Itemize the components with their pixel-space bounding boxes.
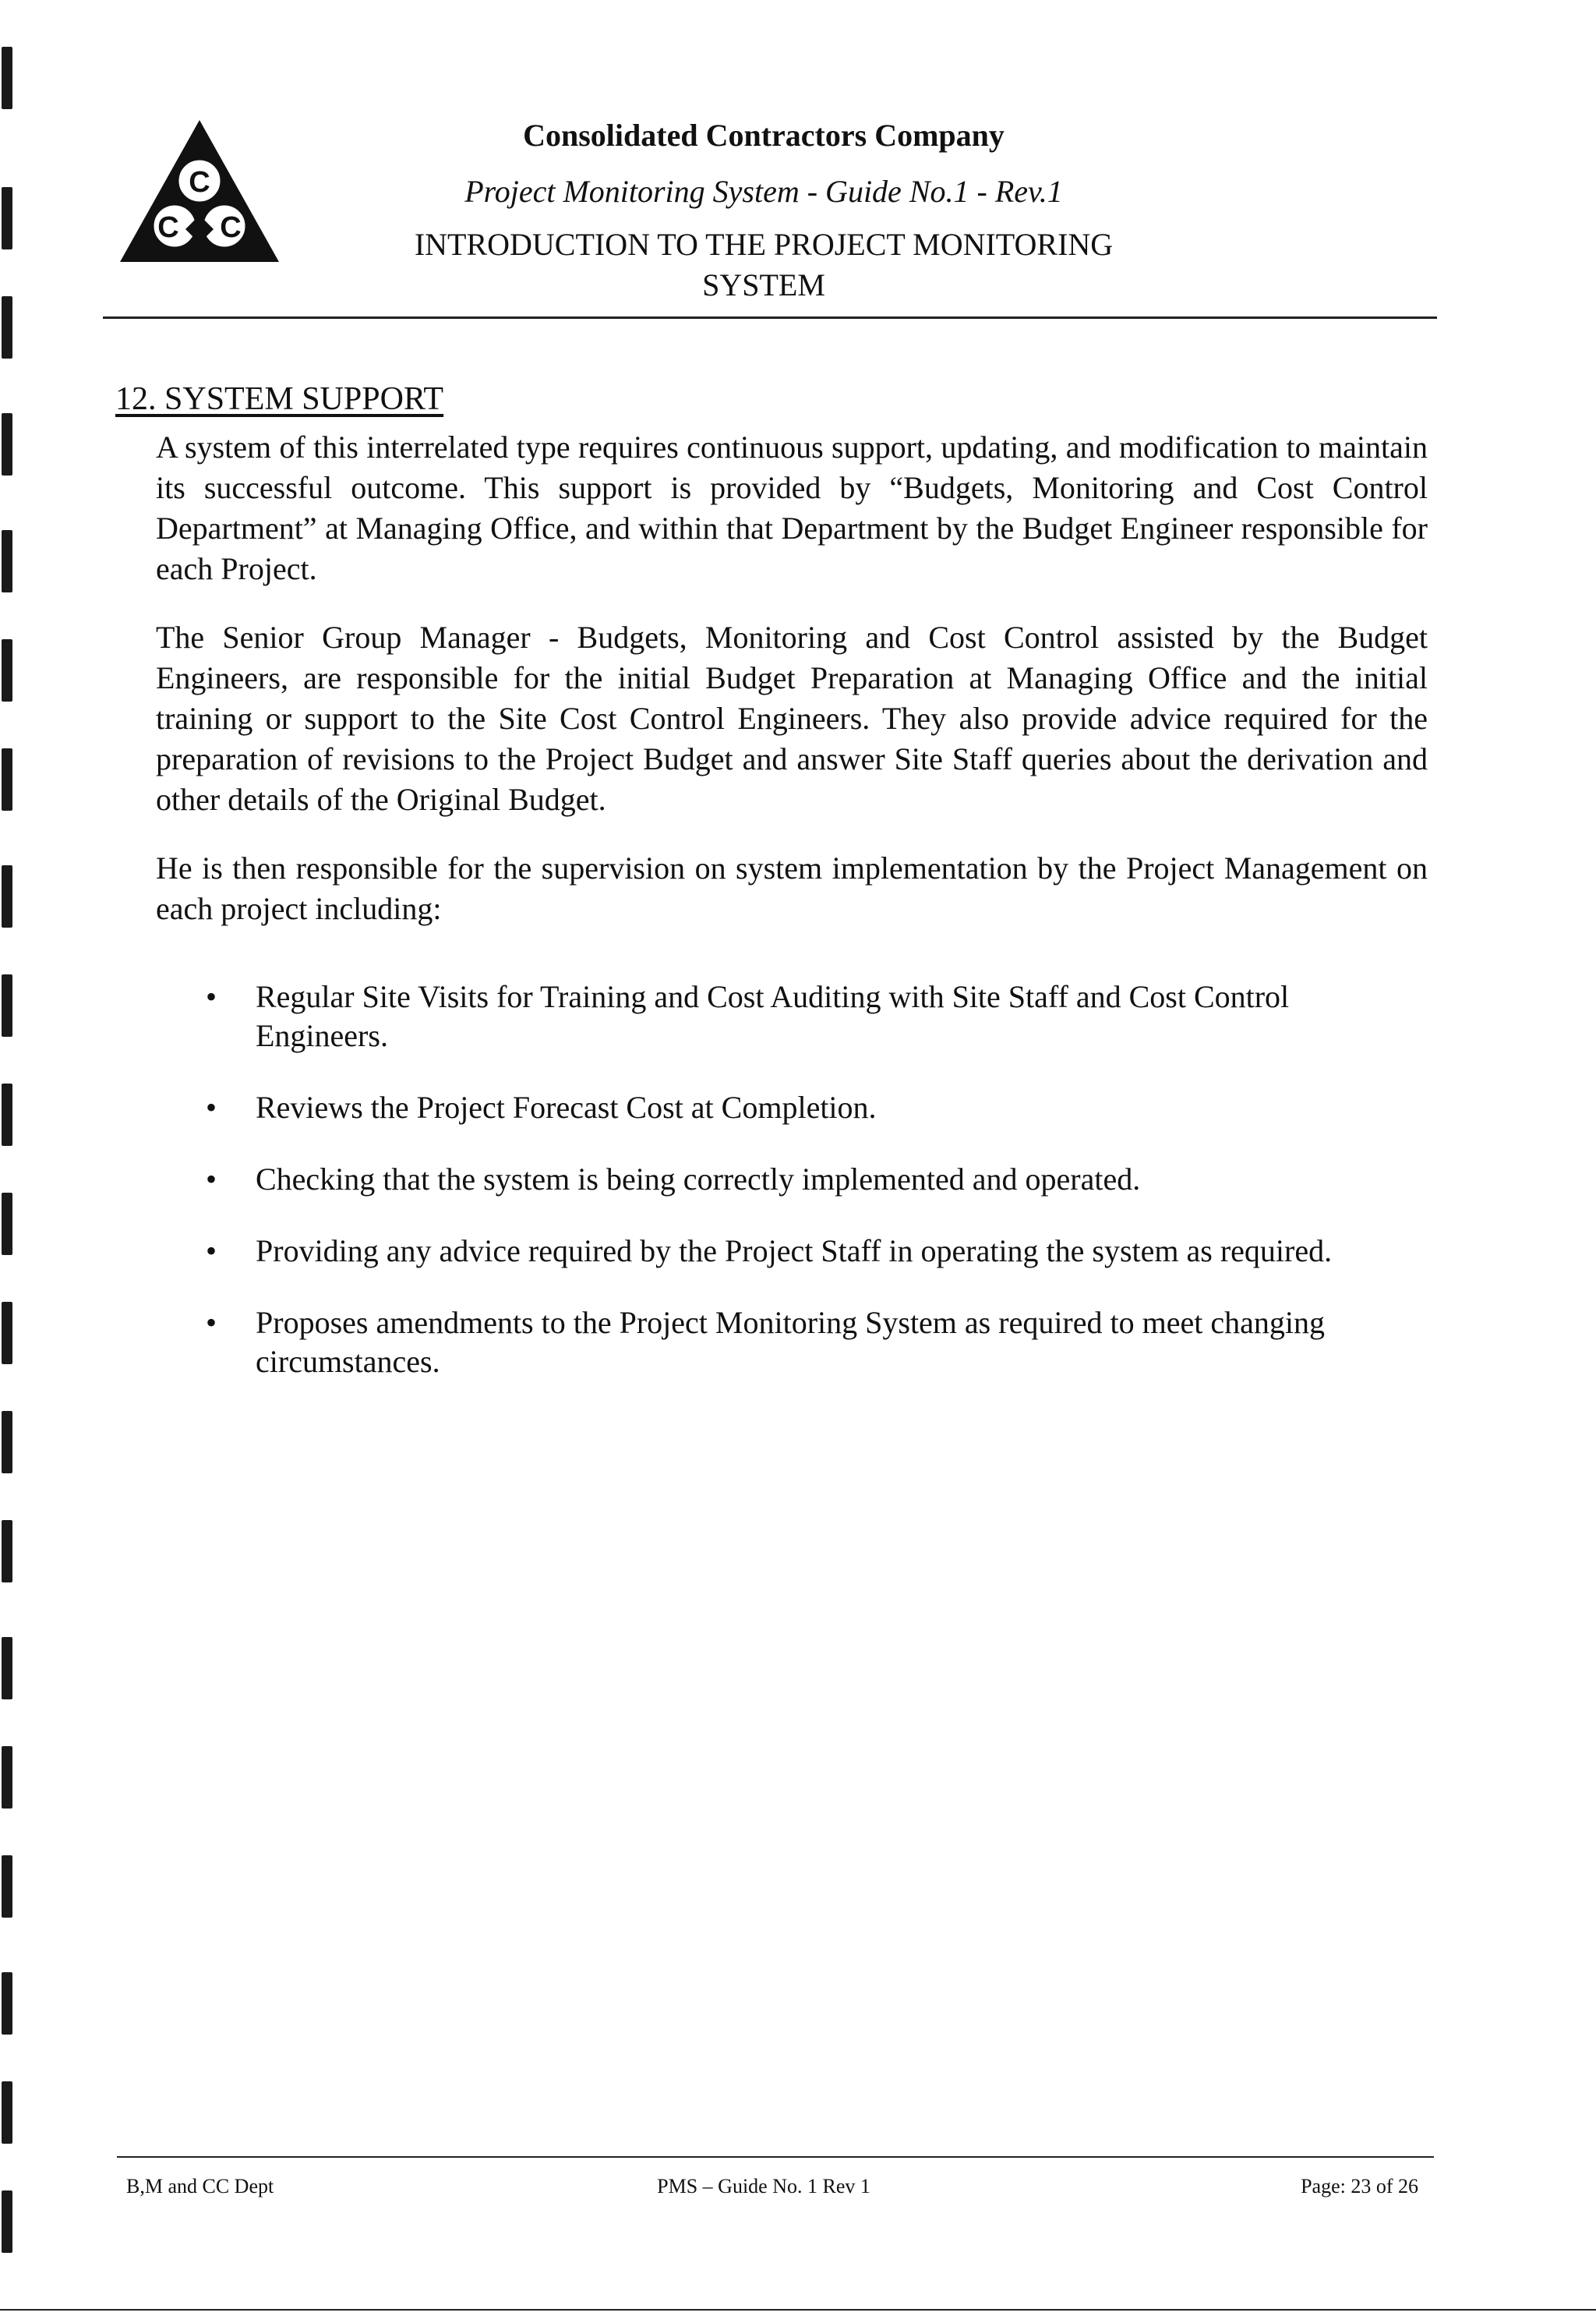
logo-letter: C [189,166,210,199]
binder-hole [2,1855,12,1918]
paragraph: He is then responsible for the supervision on system implementation by the Project Management on each project including: [156,850,1428,926]
list-item-text: Providing any advice required by the Project Staff in operating the system as required. [256,1233,1333,1268]
binder-hole [2,2190,12,2253]
binder-hole [2,748,12,811]
bullet-marker: • [206,979,217,1014]
bullet-marker: • [206,1233,217,1268]
binder-hole [2,413,12,476]
bullet-marker: • [206,1090,217,1125]
section-heading: 12. SYSTEM SUPPORT [115,381,444,417]
binder-hole [2,187,12,249]
list-item [156,1088,1428,1127]
binder-hole [2,296,12,359]
binder-hole [2,47,12,109]
binder-edge [0,0,23,2323]
list-item-text: Proposes amendments to the Project Monitoring System as required to meet changing circumstances. [256,1305,1325,1379]
footer-department: B,M and CC Dept [126,2175,274,2197]
binder-hole [2,1302,12,1364]
document-subtitle: Project Monitoring System - Guide No.1 - Rev.1 [464,174,1063,209]
list-item [156,1232,1428,1271]
paragraph: A system of this interrelated type requires continuous support, updating, and modification to maintain its successful outcome. This support is provided by “Budgets, Monitoring and Cost Control Department” at Managing Office, and within that Department by the Budget Engineer responsible for each Project. [156,430,1428,586]
binder-hole [2,1193,12,1255]
binder-hole [2,2081,12,2144]
bullet-list [156,978,1428,1414]
company-name: Consolidated Contractors Company [523,118,1005,153]
binder-hole [2,1972,12,2035]
bullet-marker: • [206,1162,217,1197]
list-item-text: Reviews the Project Forecast Cost at Completion. [256,1090,877,1125]
footer-document-id: PMS – Guide No. 1 Rev 1 [657,2175,870,2197]
document-title-line: SYSTEM [702,267,825,302]
page-bottom-edge [0,2309,1596,2311]
list-item [156,1160,1428,1199]
binder-hole [2,1520,12,1582]
document-title-line: INTRODUCTION TO THE PROJECT MONITORING [414,227,1114,262]
list-item [156,1303,1428,1381]
list-item-text: Checking that the system is being correctly implemented and operated. [256,1162,1141,1197]
logo-letter: C [157,211,179,244]
binder-hole [2,974,12,1037]
binder-hole [2,1084,12,1146]
binder-hole [2,1746,12,1809]
binder-hole [2,639,12,702]
page-number: Page: 23 of 26 [1301,2175,1418,2197]
list-item [156,978,1428,1055]
list-item-text: Regular Site Visits for Training and Cost Auditing with Site Staff and Cost Control Engineers. [256,979,1290,1053]
bullet-marker: • [206,1305,217,1340]
binder-hole [2,865,12,928]
binder-hole [2,1637,12,1699]
company-logo [117,117,282,265]
footer-divider [117,2156,1434,2158]
header-divider [103,316,1437,319]
binder-hole [2,1411,12,1473]
document-title [296,225,1231,306]
paragraph: The Senior Group Manager - Budgets, Monitoring and Cost Control assisted by the Budget Engineers, are responsible for the initial Budget Preparation at Managing Office and the initial training or support to the Site Cost Control Engineers. They also provide advice required for the preparation of revisions to the Project Budget and answer Site Staff queries about the derivation and other details of the Original Budget. [156,620,1428,817]
logo-letter: C [220,211,242,244]
binder-hole [2,530,12,592]
